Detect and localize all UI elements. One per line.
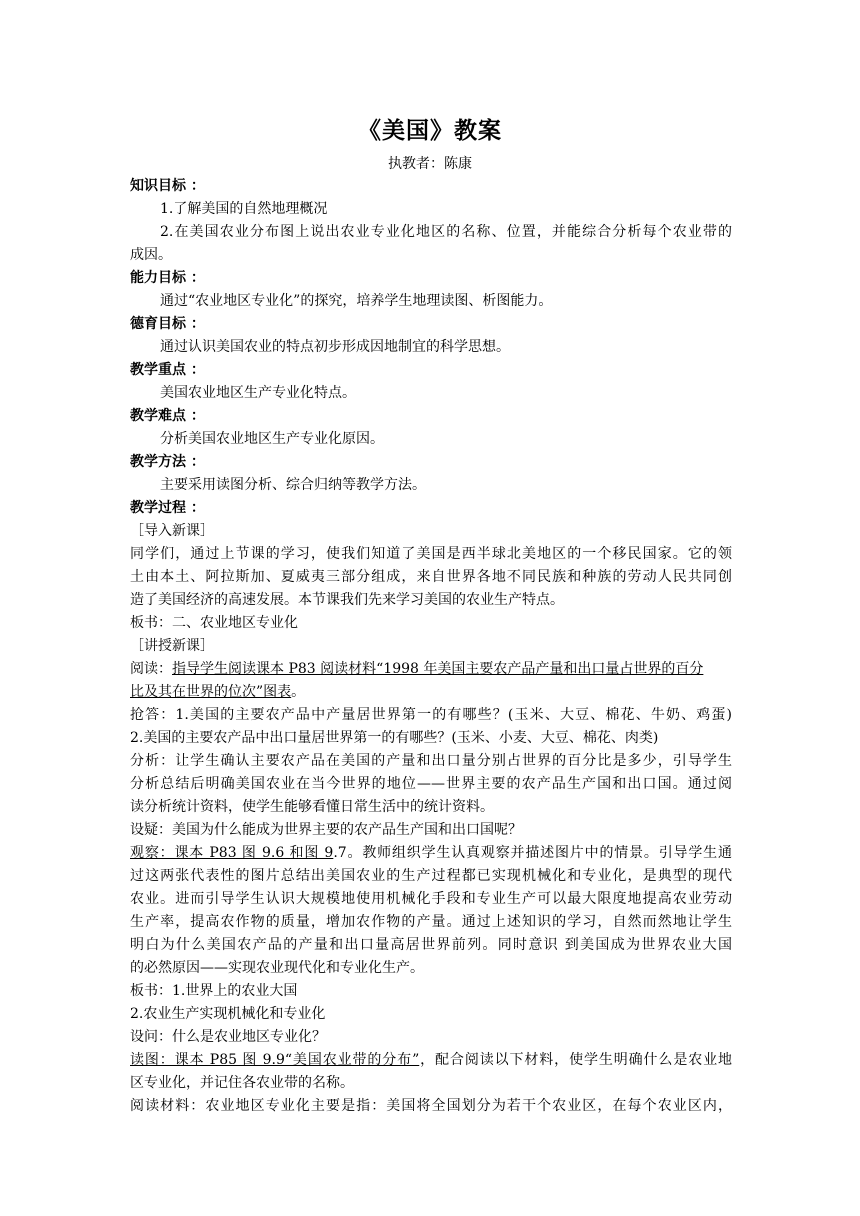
observe-line-3: 农业。进而引导学生认识大规模地使用机械化手段和专业生产可以最大限度地提高农业劳动: [130, 891, 732, 907]
section-heading-focus: 教学重点 ：: [130, 362, 205, 378]
ability-text: 通过“农业地区专业化”的探究，培养学生地理读图、析图能力。: [160, 293, 553, 309]
observe-line-1: [130, 842, 732, 865]
map-line-2: 区专业化，并记住各农业带的名称。: [130, 1075, 354, 1091]
board-note-1: 板书：二、农业地区专业化: [130, 615, 298, 631]
method-text: 主要采用读图分析、综合归纳等教学方法。: [160, 477, 426, 493]
read-instruction-part-1: 指导学生阅读课本 P83 阅读材料“1998 年美国主要农产品产量和出口量占世界的百分: [172, 661, 704, 677]
intro-line-2: 土由本土、阿拉斯加、夏威夷三部分组成，来自世界各地不同民族和种族的劳动人民共同创: [130, 569, 732, 585]
read-prefix: 阅读：: [130, 661, 172, 677]
knowledge-item-2-line-2: 成因。: [130, 247, 172, 263]
section-heading-ability: 能力目标 ：: [130, 270, 205, 286]
moral-text: 通过认识美国农业的特点初步形成因地制宜的科学思想。: [160, 339, 510, 355]
observe-line-1-rest: .7。教师组织学生认真观察并描述图片中的情景。引导学生通: [333, 845, 732, 861]
section-heading-method: 教学方法 ：: [130, 454, 205, 470]
answer-line-2: 2.美国的主要农产品中出口量居世界第一的有哪些？(玉米、小麦、大豆、棉花、肉类): [130, 730, 659, 746]
read-instruction-part-2: 比及其在世界的位次”图表: [130, 684, 292, 700]
answer-line-1: 抢答：1.美国的主要农产品中产量居世界第一的有哪些？(玉米、大豆、棉花、牛奶、鸡蛋): [130, 707, 732, 723]
document-title: 《美国》教案: [358, 117, 502, 144]
observe-figure-ref: 观察：课本 P83 图 9.6 和图 9: [130, 845, 334, 861]
analysis-line-2: 分析总结后明确美国农业在当今世界的地位——世界主要的农产品生产国和出口国。通过阅: [130, 776, 732, 792]
map-line-1: [130, 1049, 732, 1072]
intro-line-1: 同学们，通过上节课的学习，使我们知道了美国是西半球北美地区的一个移民国家。它的领: [130, 546, 732, 562]
knowledge-item-2-line-1: 2.在美国农业分布图上说出农业专业化地区的名称、位置，并能综合分析每个农业带的: [160, 224, 732, 240]
intro-line-3: 造了美国经济的高速发展。本节课我们先来学习美国的农业生产特点。: [130, 592, 564, 608]
intro-label: ［导入新课］: [130, 523, 214, 539]
observe-line-5: 明白为什么美国农产品的产量和出口量高居世界前列。同时意识 到美国成为世界农业大国: [130, 937, 732, 953]
section-heading-process: 教学过程 ：: [130, 500, 205, 516]
difficulty-text: 分析美国农业地区生产专业化原因。: [160, 431, 384, 447]
analysis-line-1: 分析：让学生确认主要农产品在美国的产量和出口量分别占世界的百分比是多少，引导学生: [130, 753, 732, 769]
focus-text: 美国农业地区生产专业化特点。: [160, 385, 356, 401]
read-line-1: [130, 658, 732, 681]
knowledge-item-1: 1.了解美国的自然地理概况: [160, 201, 328, 217]
section-heading-difficulty: 教学难点 ：: [130, 408, 205, 424]
analysis-line-3: 读分析统计资料，使学生能够看懂日常生活中的统计资料。: [130, 799, 494, 815]
read-line-2: [130, 681, 732, 704]
document-body: [130, 175, 732, 1118]
observe-line-4: 生产率，提高农作物的质量，增加农作物的产量。通过上述知识的学习，自然而然地让学生: [130, 914, 732, 930]
observe-line-2: 过这两张代表性的图片总结出美国农业的生产过程都已实现机械化和专业化，是典型的现代: [130, 868, 732, 884]
observe-line-6: 的必然原因——实现农业现代化和专业化生产。: [130, 960, 424, 976]
question-2: 设问：什么是农业地区专业化？: [130, 1029, 326, 1045]
lecture-label: ［讲授新课］: [130, 638, 214, 654]
board-note-2-line-1: 板书：1.世界上的农业大国: [130, 983, 298, 999]
material-line-1: 阅读材料：农业地区专业化主要是指：美国将全国划分为若干个农业区，在每个农业区内，: [130, 1098, 732, 1114]
section-heading-knowledge: 知识目标 ：: [130, 178, 205, 194]
map-line-1-rest: ，配合阅读以下材料，使学生明确什么是农业地: [419, 1052, 733, 1068]
read-line-end: 。: [291, 684, 306, 700]
author-line: 执教者：陈康: [388, 156, 472, 172]
section-heading-moral: 德育目标 ：: [130, 316, 205, 332]
map-figure-ref: 读图：课本 P85 图 9.9“美国农业带的分布”: [130, 1052, 420, 1068]
board-note-2-line-2: 2.农业生产实现机械化和专业化: [130, 1006, 326, 1022]
question-1: 设疑：美国为什么能成为世界主要的农产品生产国和出口国呢？: [130, 822, 522, 838]
